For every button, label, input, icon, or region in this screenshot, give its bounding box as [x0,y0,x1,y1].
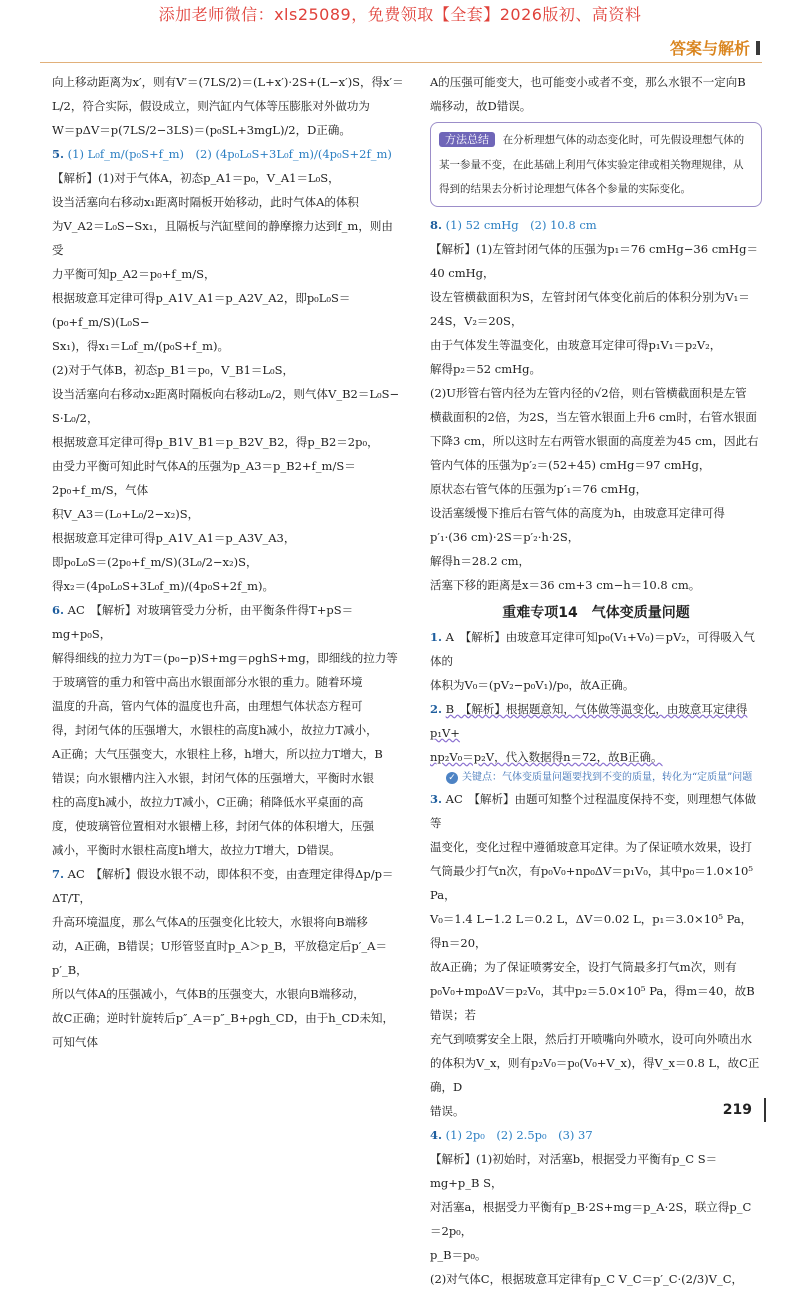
text-line: 得，封闭气体的压强增大，水银柱的高度h减小，故拉力T减小， [52,723,378,737]
text-line: 积V_A3＝(L₀+L₀/2−x₂)S， [52,507,200,521]
text-line: 由受力平衡可知此时气体A的压强为p_A3＝p_B2+f_m/S＝2p₀+f_m/S，气体 [52,459,356,497]
text-line: 【解析】(1)对于气体A，初态p_A1＝p₀，V_A1＝L₀S， [52,171,340,185]
question-number: 1. [430,630,443,644]
method-summary-badge: 方法总结 [439,132,495,147]
text-line: 故A正确；为了保证喷雾安全，设打气筒最多打气m次，则有 [430,960,737,974]
answer-text: A 【解析】由玻意耳定律可知p₀(V₁+V₀)＝pV₂，可得吸入气体的 [430,630,755,668]
text-line: 得x₂＝(4p₀L₀S+3L₀f_m)/(4p₀S+2f_m)。 [52,579,274,593]
answer-text: AC 【解析】对玻璃管受力分析，由平衡条件得T+pS＝mg+p₀S， [52,603,354,641]
text-line: V₀＝1.4 L−1.2 L＝0.2 L，ΔV＝0.02 L，p₁＝3.0×10⁵ Pa，得n＝20， [430,912,753,950]
section-title: 重难专项14 气体变质量问题 [502,605,690,621]
page-number-bar [764,1098,766,1122]
method-summary-box [430,122,762,207]
text-line: 下降3 cm，所以这时左右两管水银面的高度差为45 cm，因此右 [430,434,759,448]
text-line: 解得p₂＝52 cmHg。 [430,362,541,376]
text-line: 动，A正确，B错误；U形管竖直时p_A＞p_B，平放稳定后p′_A＝p′_B， [52,939,387,977]
text-line: 【解析】(1)左管封闭气体的压强为p₁＝76 cmHg−36 cmHg＝ [430,242,758,256]
text-line: 设左管横截面积为S，左管封闭气体变化前后的体积分别为V₁＝ [430,290,750,304]
text-line: 根据玻意耳定律可得p_A1V_A1＝p_A2V_A2，即p₀L₀S＝(p₀+f_m/S)(L₀S− [52,291,351,329]
text-line: 错误；向水银槽内注入水银，封闭气体的压强增大，平衡时水银 [52,771,374,785]
header-rule [40,62,762,63]
text-line: 设活塞缓慢下推后右管气体的高度为h，由玻意耳定律可得 [430,506,725,520]
text-line: 管内气体的压强为p′₂＝(52+45) cmHg＝97 cmHg， [430,458,711,472]
text-line: 所以气体A的压强减小，气体B的压强变大，水银向B端移动， [52,987,365,1001]
text-line: 原状态右管气体的压强为p′₁＝76 cmHg， [430,482,648,496]
text-line: 温度的升高，管内气体的温度也升高，由理想气体状态方程可 [52,699,363,713]
header-bar [756,41,760,55]
text-line: p₀V₀+mp₀ΔV＝p₂V₀，其中p₂＝5.0×10⁵ Pa，得m＝40，故B错误；若 [430,984,755,1022]
text-line: 【解析】(1)初始时，对活塞b，根据受力平衡有p_C S＝mg+p_B S， [430,1152,718,1190]
answer-line [430,697,762,745]
answer-text: (1) 2p₀ (2) 2.5p₀ (3) 37 [445,1128,593,1142]
key-point-tip [430,769,762,787]
text-line: 柱的高度h减小，故拉力T减小，C正确；稍降低水平桌面的高 [52,795,364,809]
text-line: 体积为V₀＝(pV₂−p₀V₁)/p₀，故A正确。 [430,678,635,692]
answer-text: AC 【解析】假设水银不动，即体积不变，由查理定律得Δp/p＝ΔT/T， [52,867,394,905]
text-line: 根据玻意耳定律可得p_A1V_A1＝p_A3V_A3， [52,531,296,545]
text-line: 对活塞a，根据受力平衡有p_B·2S+mg＝p_A·2S，联立得p_C＝2p₀， [430,1200,752,1238]
text-line: 活塞下移的距离是x＝36 cm+3 cm−h＝10.8 cm。 [430,578,701,592]
text-line: 错误。 [430,1104,465,1118]
answer-line [52,598,404,646]
question-number: 5. [52,147,65,161]
answer-line [52,862,404,910]
text-line: 设当活塞向右移动x₂距离时隔板向右移动L₀/2，则气体V_B2＝L₀S− [52,387,400,401]
text-line: p_B＝p₀。 [430,1248,487,1262]
question-number: 4. [430,1128,443,1142]
answer-text: AC 【解析】由题可知整个过程温度保持不变，则理想气体做等 [430,792,757,830]
page-header [670,36,760,59]
left-column [52,70,404,1054]
text-line: 解得h＝28.2 cm， [430,554,531,568]
text-line: A正确；大气压强变大，水银柱上移，h增大，所以拉力T增大，B [52,747,383,761]
text-line: 气筒最少打气n次，有p₀V₀+np₀ΔV＝p₁V₀，其中p₀＝1.0×10⁵ Pa， [430,864,753,902]
text-line: 充气到喷雾安全上限，然后打开喷嘴向外喷水，设可向外喷出水 [430,1032,752,1046]
text-line: p′₁·(36 cm)·2S＝p′₂·h·2S， [430,530,580,544]
text-line: 的体积为V_x，则有p₂V₀＝p₀(V₀+V_x)，得V_x＝0.8 L，故C正确，D [430,1056,760,1094]
answer-line [430,1123,762,1147]
text-line: np₂V₀＝p₂V，代入数据得n＝72，故B正确。 [430,750,663,764]
question-number: 8. [430,218,443,232]
answer-text: (1) 52 cmHg (2) 10.8 cm [445,218,597,232]
text-line: 故C正确；逆时针旋转后p″_A＝p″_B+ρgh_CD，由于h_CD未知，可知气体 [52,1011,394,1049]
text-line: 解得细线的拉力为T＝(p₀−p)S+mg＝ρghS+mg，即细线的拉力等 [52,651,398,665]
text-line: Sx₁)，得x₁＝L₀f_m/(p₀S+f_m)。 [52,339,229,353]
text-line: (2)对于气体B，初态p_B1＝p₀，V_B1＝L₀S， [52,363,295,377]
text-line: 24S，V₂＝20S， [430,314,523,328]
text-line: 于玻璃管的重力和管中高出水银面部分水银的重力。随着环境 [52,675,363,689]
text-line: 度，使玻璃管位置相对水银槽上移，封闭气体的体积增大，压强 [52,819,374,833]
text-line: W＝pΔV＝p(7LS/2−3LS)＝(p₀SL+3mgL)/2，D正确。 [52,123,351,137]
text-line: 由于气体发生等温变化，由玻意耳定律可得p₁V₁＝p₂V₂， [430,338,722,352]
text-line: 设当活塞向右移动x₁距离时隔板开始移动，此时气体A的体积 [52,195,359,209]
question-number: 3. [430,792,443,806]
text-line: S·L₀/2， [52,411,99,425]
answer-line [430,213,762,237]
text-line: 端移动，故D错误。 [430,99,532,113]
header-title: 答案与解析 [669,39,750,58]
question-number: 6. [52,603,65,617]
answer-line [430,625,762,673]
key-point-text: 关键点：气体变质量问题要找到不变的质量，转化为“定质量”问题 [462,772,753,783]
text-line: L/2，符合实际，假设成立，则汽缸内气体等压膨胀对外做功为 [52,99,370,113]
text-line: 向上移动距离为x′，则有V′＝(7LS/2)＝(L+x′)·2S+(L−x′)S，得x′＝ [52,75,404,89]
text-line: A的压强可能变大，也可能变小或者不变，那么水银不一定向B [430,75,746,89]
key-point-icon: ✓ [446,772,458,784]
page-number: 219 [722,1102,752,1118]
text-line: 为V_A2＝L₀S−Sx₁，且隔板与汽缸壁间的静摩擦力达到f_m，则由受 [52,219,393,257]
text-line: 减小，平衡时水银柱高度h增大，故拉力T增大，D错误。 [52,843,341,857]
text-line: 根据玻意耳定律可得p_B1V_B1＝p_B2V_B2，得p_B2＝2p₀， [52,435,379,449]
watermark-banner: 添加老师微信：xls25089，免费领取【全套】2026版初、高资料 [158,5,642,24]
method-summary-text: 在分析理想气体的动态变化时，可先假设理想气体的某一参量不变，在此基础上利用气体实验定律或相关物理规律，从得到的结果去分析讨论理想气体各个参量的实际变化。 [439,134,745,195]
answer-line [52,142,404,166]
text-line: 温变化，变化过程中遵循玻意耳定律。为了保证喷水效果，设打 [430,840,752,854]
question-number: 2. [430,702,443,716]
text-line: (2)U形管右管内径为左管内径的√2倍，则右管横截面积是左管 [430,386,747,400]
right-column [430,70,762,1291]
text-line: 横截面积的2倍，为2S，当左管水银面上升6 cm时，右管水银面 [430,410,757,424]
answer-line [430,787,762,835]
answer-text: B 【解析】根据题意知，气体做等温变化，由玻意耳定律得p₁V+ [430,702,748,740]
answer-text: (1) L₀f_m/(p₀S+f_m) (2) (4p₀L₀S+3L₀f_m)/(4p₀S+2f_m) [67,147,392,161]
question-number: 7. [52,867,65,881]
text-line: 力平衡可知p_A2＝p₀+f_m/S， [52,267,216,281]
text-line: (2)对气体C，根据玻意耳定律有p_C V_C＝p′_C·(2/3)V_C， [430,1272,744,1286]
text-line: 升高环境温度，那么气体A的压强变化比较大，水银将向B端移 [52,915,368,929]
text-line: 40 cmHg， [430,266,495,280]
text-line: 即p₀L₀S＝(2p₀+f_m/S)(3L₀/2−x₂)S， [52,555,258,569]
